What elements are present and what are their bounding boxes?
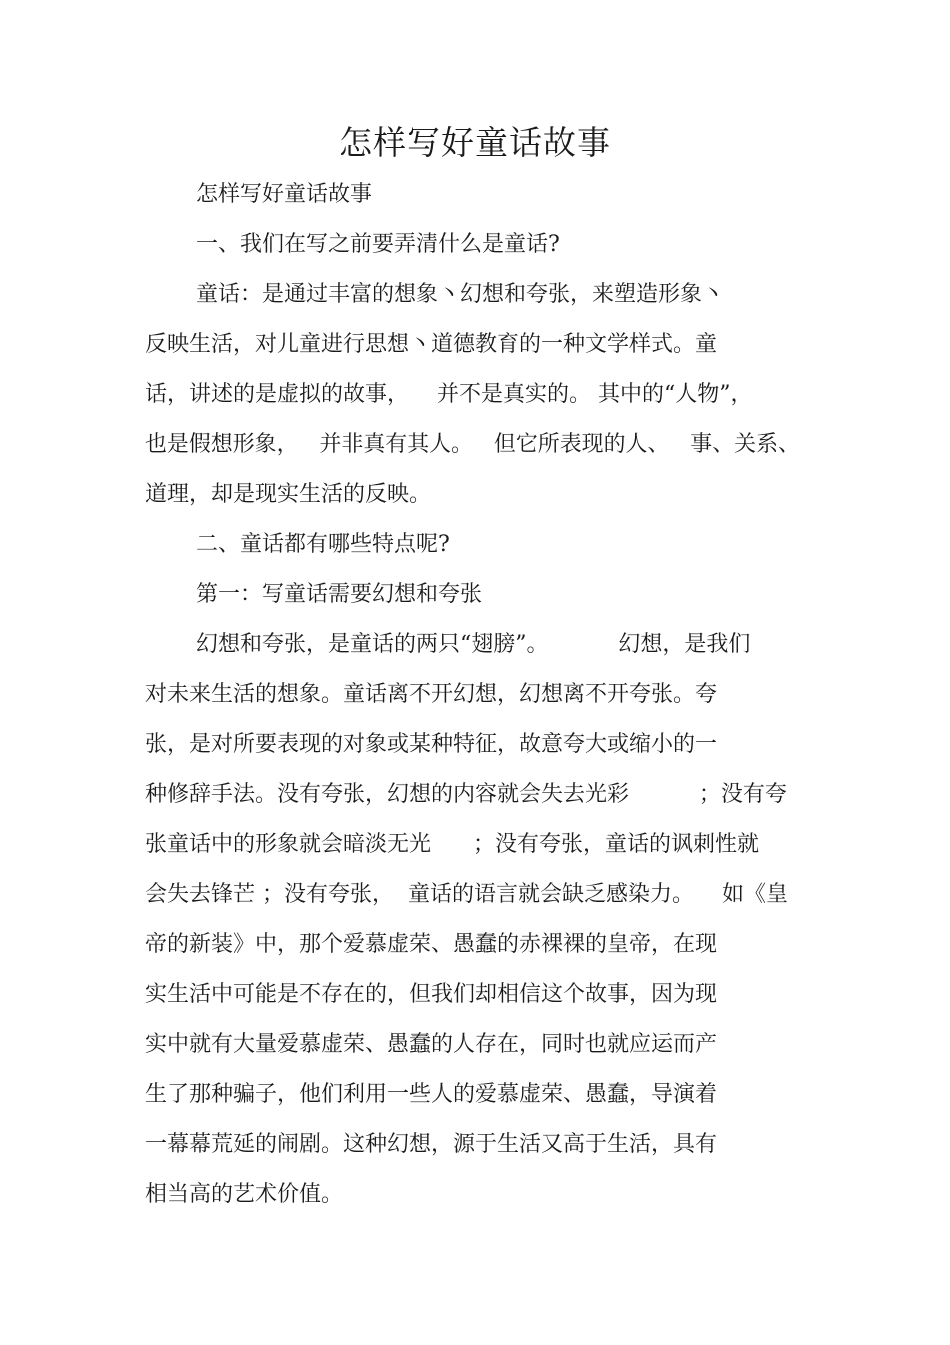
paragraph-line: 会失去锋芒 ；没有夸张， 童话的语言就会缺乏感染力。 如《皇 — [145, 882, 788, 907]
paragraph-line: 反映生活，对儿童进行思想丶道德教育的一种文学样式。童 — [145, 332, 718, 357]
subtitle-line: 怎样写好童话故事 — [196, 182, 373, 207]
paragraph-line: 实中就有大量爱慕虚荣、愚蠢的人存在，同时也就应运而产 — [145, 1032, 718, 1057]
paragraph-line: 话，讲述的是虚拟的故事， 并不是真实的。 其中的“人物”， — [145, 382, 753, 407]
paragraph-line: 道理，却是现实生活的反映。 — [145, 482, 432, 507]
paragraph-line: 生了那种骗子，他们利用一些人的爱慕虚荣、愚蠢，导演着 — [145, 1082, 718, 1107]
paragraph-line: 实生活中可能是不存在的，但我们却相信这个故事，因为现 — [145, 982, 718, 1007]
paragraph-line: 一幕幕荒延的闹剧。这种幻想，源于生活又高于生活，具有 — [145, 1132, 718, 1157]
paragraph-line: 种修辞手法。没有夸张，幻想的内容就会失去光彩 ；没有夸 — [145, 782, 787, 807]
section-heading-2: 二、童话都有哪些特点呢? — [196, 532, 450, 557]
paragraph-line: 相当高的艺术价值。 — [145, 1182, 344, 1207]
paragraph-line: 也是假想形象， 并非真有其人。 但它所表现的人、 事、关系、 — [145, 432, 800, 457]
paragraph-line: 幻想和夸张，是童话的两只“翅膀”。 幻想，是我们 — [196, 632, 751, 657]
subsection-heading: 第一：写童话需要幻想和夸张 — [196, 582, 483, 607]
paragraph-line: 张，是对所要表现的对象或某种特征，故意夸大或缩小的一 — [145, 732, 718, 757]
document-title: 怎样写好童话故事 — [339, 123, 611, 162]
paragraph-line: 张童话中的形象就会暗淡无光 ；没有夸张，童话的讽刺性就 — [145, 832, 759, 857]
paragraph-line: 帝的新装》中，那个爱慕虚荣、愚蠢的赤裸裸的皇帝，在现 — [145, 932, 718, 957]
paragraph-line: 童话：是通过丰富的想象丶幻想和夸张，来塑造形象丶 — [196, 282, 725, 307]
section-heading-1: 一、我们在写之前要弄清什么是童话? — [196, 232, 560, 257]
paragraph-line: 对未来生活的想象。童话离不开幻想，幻想离不开夸张。夸 — [145, 682, 718, 707]
